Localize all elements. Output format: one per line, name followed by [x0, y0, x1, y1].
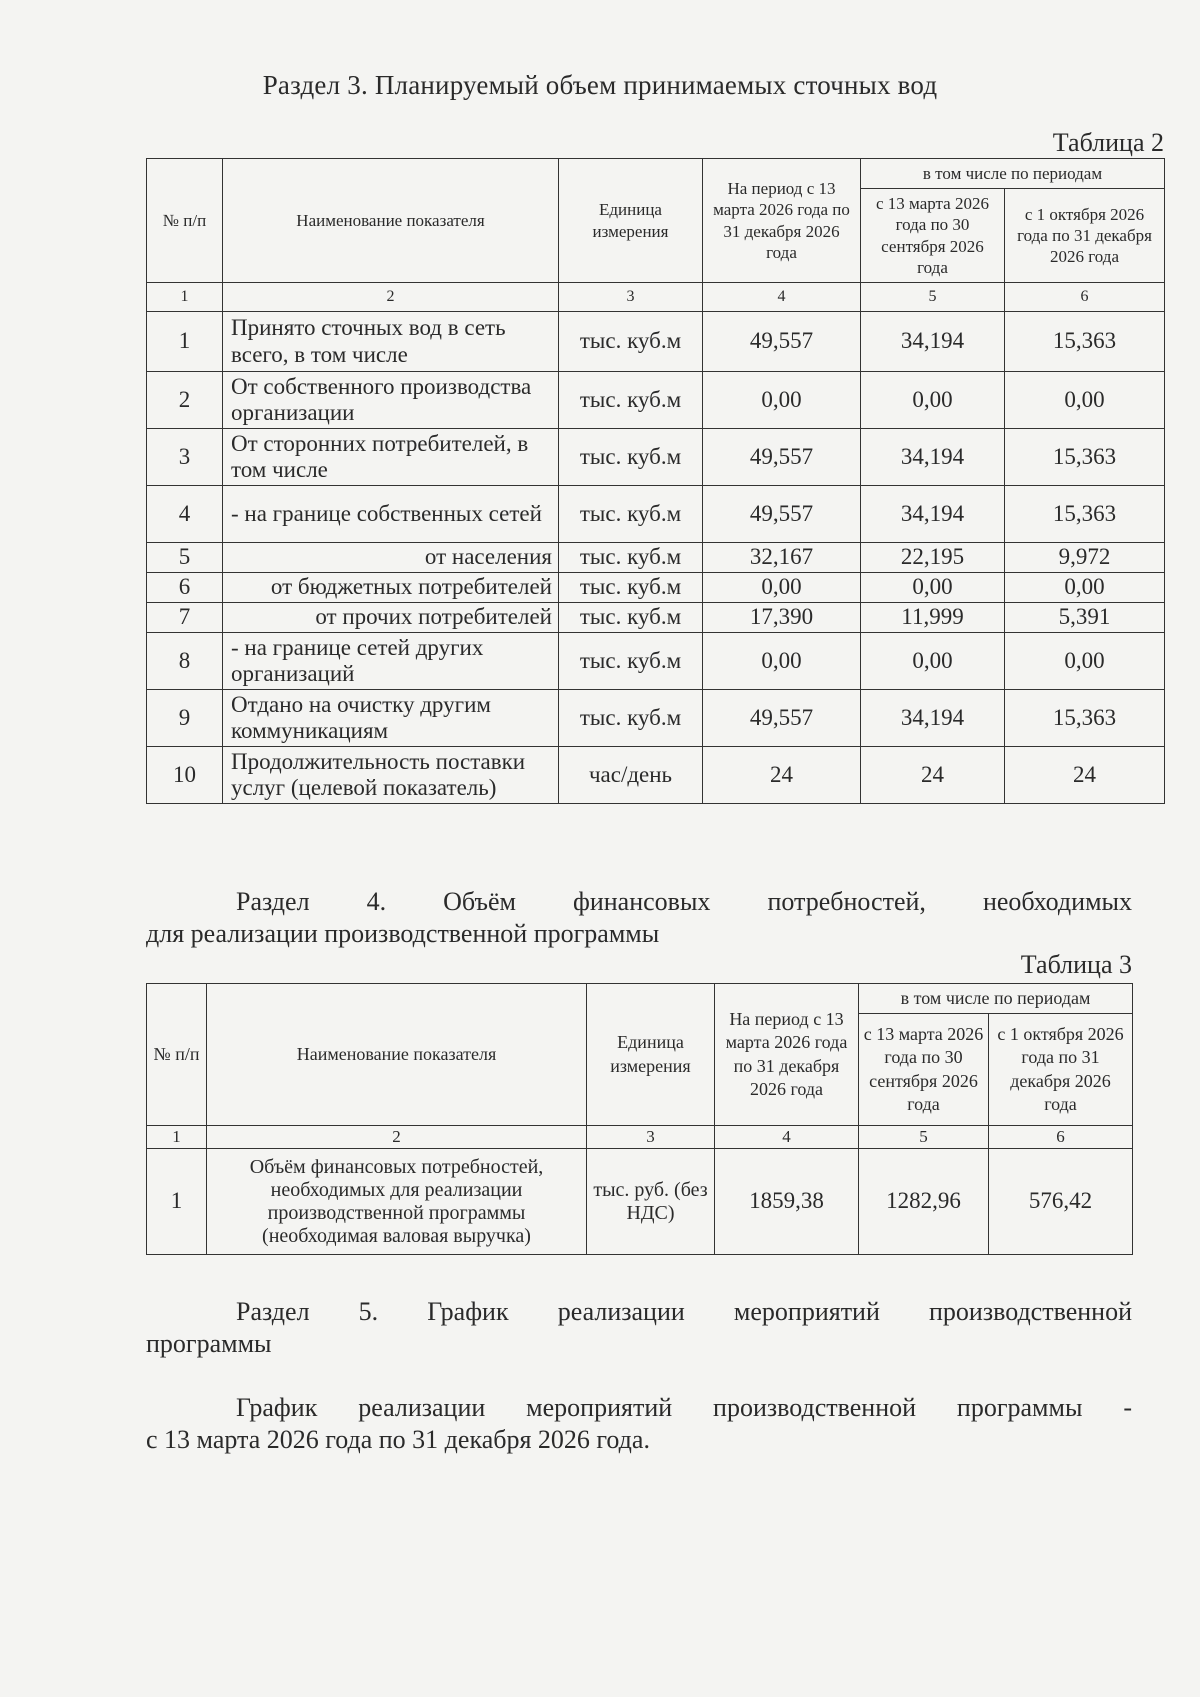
- table-row: [147, 429, 1165, 486]
- section5-text-line2: с 13 марта 2026 года по 31 декабря 2026 года.: [146, 1425, 650, 1454]
- row-total: 24: [703, 747, 861, 804]
- row-p1: 0,00: [861, 372, 1005, 429]
- section5-title-line1: Раздел 5. График реализации мероприятий производственной: [236, 1297, 1132, 1326]
- row-p1: 1282,96: [859, 1149, 989, 1255]
- col-number: 1: [147, 1126, 207, 1149]
- row-p1: 24: [861, 747, 1005, 804]
- row-name: Принято сточных вод в сеть всего, в том числе: [223, 312, 559, 372]
- row-no: 6: [147, 573, 223, 603]
- row-unit: тыс. куб.м: [559, 690, 703, 747]
- col-number: 2: [223, 283, 559, 312]
- row-no: 1: [147, 1149, 207, 1255]
- row-no: 2: [147, 372, 223, 429]
- row-p2: 15,363: [1005, 429, 1165, 486]
- row-name: от населения: [223, 543, 559, 573]
- row-no: 10: [147, 747, 223, 804]
- row-p1: 0,00: [861, 633, 1005, 690]
- row-name: - на границе собственных сетей: [223, 486, 559, 543]
- table-row: [147, 747, 1165, 804]
- row-no: 7: [147, 603, 223, 633]
- row-unit: тыс. куб.м: [559, 543, 703, 573]
- header-p2: с 1 октября 2026 года по 31 декабря 2026 года: [989, 1014, 1133, 1126]
- section5-title-line2: программы: [146, 1329, 272, 1358]
- row-total: 49,557: [703, 690, 861, 747]
- table2-label: Таблица 2: [1052, 128, 1164, 157]
- table-row: [147, 573, 1165, 603]
- row-unit: тыс. куб.м: [559, 573, 703, 603]
- header-name: Наименование показателя: [223, 159, 559, 283]
- row-total: 49,557: [703, 486, 861, 543]
- col-number: 3: [587, 1126, 715, 1149]
- col-number: 4: [703, 283, 861, 312]
- row-p2: 576,42: [989, 1149, 1133, 1255]
- row-p1: 34,194: [861, 690, 1005, 747]
- row-name: от прочих потребителей: [223, 603, 559, 633]
- table-row: [147, 543, 1165, 573]
- col-number: 5: [859, 1126, 989, 1149]
- row-unit: тыс. куб.м: [559, 429, 703, 486]
- row-no: 5: [147, 543, 223, 573]
- header-unit: Единица измерения: [587, 984, 715, 1126]
- row-p1: 34,194: [861, 486, 1005, 543]
- row-name: - на границе сетей других организаций: [223, 633, 559, 690]
- row-name: От собственного производства организации: [223, 372, 559, 429]
- row-p2: 15,363: [1005, 312, 1165, 372]
- row-unit: тыс. куб.м: [559, 372, 703, 429]
- row-no: 9: [147, 690, 223, 747]
- row-p1: 34,194: [861, 312, 1005, 372]
- row-total: 0,00: [703, 573, 861, 603]
- row-total: 49,557: [703, 312, 861, 372]
- row-unit: тыс. куб.м: [559, 486, 703, 543]
- col-number: 2: [207, 1126, 587, 1149]
- header-period: На период с 13 марта 2026 года по 31 декабря 2026 года: [703, 159, 861, 283]
- section3-title: Раздел 3. Планируемый объем принимаемых сточных вод: [262, 70, 938, 100]
- section5-text-line1: График реализации мероприятий производственной программы -: [236, 1393, 1132, 1422]
- table-row: [147, 603, 1165, 633]
- row-p1: 34,194: [861, 429, 1005, 486]
- header-no: № п/п: [147, 159, 223, 283]
- table-row: [147, 690, 1165, 747]
- col-number: 4: [715, 1126, 859, 1149]
- header-p1: с 13 марта 2026 года по 30 сентября 2026 года: [861, 189, 1005, 283]
- section4-title-line1: Раздел 4. Объём финансовых потребностей, необходимых: [236, 887, 1132, 916]
- header-p2: с 1 октября 2026 года по 31 декабря 2026 года: [1005, 189, 1165, 283]
- table-row: [147, 1149, 1133, 1255]
- table-row: [147, 633, 1165, 690]
- row-p2: 15,363: [1005, 486, 1165, 543]
- header-incl: в том числе по периодам: [861, 159, 1165, 189]
- row-p2: 0,00: [1005, 372, 1165, 429]
- section4-title-line2: для реализации производственной программы: [146, 919, 660, 948]
- row-no: 4: [147, 486, 223, 543]
- col-number: 3: [559, 283, 703, 312]
- row-total: 1859,38: [715, 1149, 859, 1255]
- row-no: 8: [147, 633, 223, 690]
- header-period: На период с 13 марта 2026 года по 31 декабря 2026 года: [715, 984, 859, 1126]
- row-p2: 15,363: [1005, 690, 1165, 747]
- row-total: 32,167: [703, 543, 861, 573]
- table2: [146, 158, 1165, 804]
- row-total: 17,390: [703, 603, 861, 633]
- table3-label: Таблица 3: [1020, 950, 1132, 979]
- row-p1: 11,999: [861, 603, 1005, 633]
- col-number: 1: [147, 283, 223, 312]
- row-total: 0,00: [703, 633, 861, 690]
- row-p2: 24: [1005, 747, 1165, 804]
- row-no: 3: [147, 429, 223, 486]
- row-p2: 0,00: [1005, 633, 1165, 690]
- header-p1: с 13 марта 2026 года по 30 сентября 2026 года: [859, 1014, 989, 1126]
- header-unit: Единица измерения: [559, 159, 703, 283]
- row-no: 1: [147, 312, 223, 372]
- header-name: Наименование показателя: [207, 984, 587, 1126]
- row-name: от бюджетных потребителей: [223, 573, 559, 603]
- col-number: 5: [861, 283, 1005, 312]
- row-name: Отдано на очистку другим коммуникациям: [223, 690, 559, 747]
- row-unit: час/день: [559, 747, 703, 804]
- col-number: 6: [989, 1126, 1133, 1149]
- table-row: [147, 372, 1165, 429]
- row-unit: тыс. руб. (без НДС): [587, 1149, 715, 1255]
- row-name: Объём финансовых потребностей, необходимых для реализации производственной программы (необходимая валовая выручка): [207, 1149, 587, 1255]
- row-name: От сторонних потребителей, в том числе: [223, 429, 559, 486]
- row-total: 49,557: [703, 429, 861, 486]
- table-row: [147, 312, 1165, 372]
- row-p1: 0,00: [861, 573, 1005, 603]
- row-p2: 0,00: [1005, 573, 1165, 603]
- col-number: 6: [1005, 283, 1165, 312]
- row-total: 0,00: [703, 372, 861, 429]
- row-name: Продолжительность поставки услуг (целевой показатель): [223, 747, 559, 804]
- row-unit: тыс. куб.м: [559, 603, 703, 633]
- header-incl: в том числе по периодам: [859, 984, 1133, 1014]
- row-unit: тыс. куб.м: [559, 633, 703, 690]
- table-row: [147, 486, 1165, 543]
- header-no: № п/п: [147, 984, 207, 1126]
- row-p2: 5,391: [1005, 603, 1165, 633]
- row-unit: тыс. куб.м: [559, 312, 703, 372]
- row-p2: 9,972: [1005, 543, 1165, 573]
- table3: [146, 983, 1133, 1255]
- row-p1: 22,195: [861, 543, 1005, 573]
